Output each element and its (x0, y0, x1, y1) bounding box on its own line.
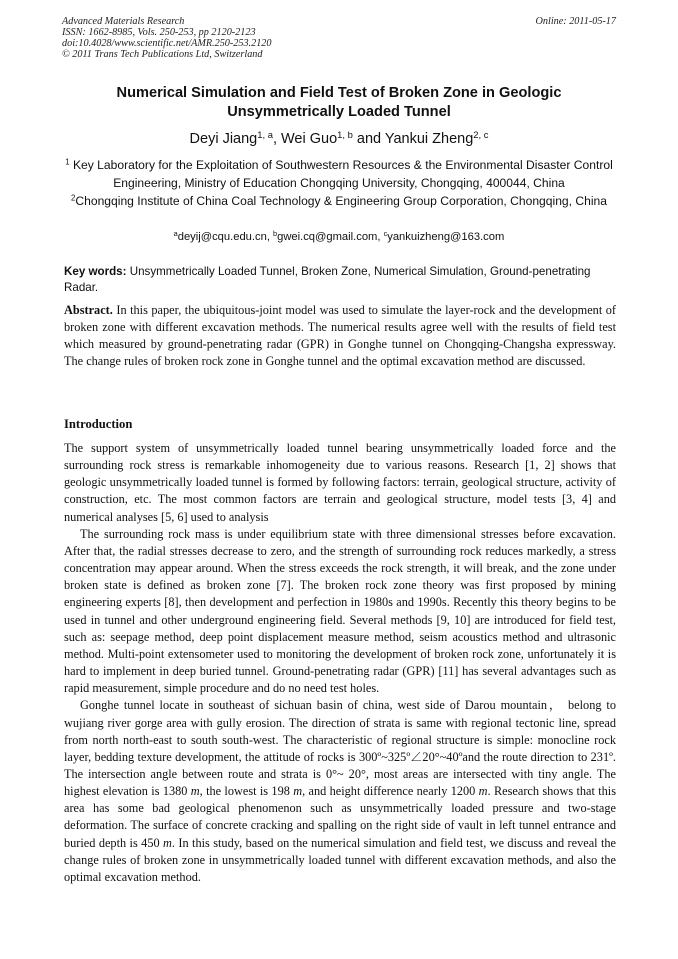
affiliation-sup: 1 (65, 157, 70, 167)
paragraph-2: The surrounding rock mass is under equilibrium state with three dimensional stresses before excavation. After that, the radial stresses decrease to zero, and the strength of surrounding rock reduces markedly, a stress concentration may appear around. When the stress exceeds the rock strength, it will break, and the zone under broken state is defined as broken zone [7]. The broken rock zone theory was first proposed by mining engineering experts [8], then development and perfection in 1980s and 1990s. Recently this theory begins to be used in tunnel and other underground engineering field. Several methods [9, 10] are introduced for field test, such as: seepage method, deep point displacement measure method, seism acoustics method and ultrasonic method. Multi-point extensometer used to monitoring the development of broken rock zone, unfortunately it is hard to implement in deep buried tunnel. Ground-penetrating radar (GPR) [11] has several advantages such as rapid measurement, simple procedure and do no need test holes. (64, 526, 616, 696)
email-list: $^a$deyij@cqu.edu.cn, $^b$gwei.cq@gmail.com, $^c$yankuizheng@163.com (173, 229, 505, 243)
author-sup: 2, c (473, 128, 489, 140)
journal-name: Advanced Materials Research (62, 16, 185, 27)
email-sup: b (273, 229, 278, 238)
unit-m: m (163, 835, 172, 850)
paragraph-3 (64, 697, 616, 886)
journal-header (62, 16, 616, 60)
unit-m: m (478, 784, 488, 799)
keywords-block (64, 264, 616, 296)
unit-m: m (190, 784, 200, 799)
title-line-1: Numerical Simulation and Field Test of Broken Zone in Geologic (116, 85, 562, 101)
email-link[interactable]: gwei.cq@gmail.com (277, 231, 378, 243)
author-list: Deyi Jiang$^{1, a}$, Wei Guo$^{1, b}$ and Yankui Zheng$^{2, c}$ (189, 128, 489, 147)
author-name: Deyi Jiang (189, 131, 258, 147)
section-heading-introduction: Introduction (64, 417, 133, 431)
email-sup: a (173, 229, 178, 238)
copyright-line: © 2011 Trans Tech Publications Ltd, Switzerland (62, 49, 263, 60)
paragraph-3-text: , and height difference nearly 1200 (302, 784, 479, 799)
online-date: Online: 2011-05-17 (535, 16, 616, 27)
unit-m: m (293, 784, 303, 799)
affiliation-1 (62, 156, 616, 192)
keywords-label: Key words: (64, 265, 127, 278)
affiliation-text: Chongqing Institute of China Coal Technology & Engineering Group Corporation, Chongqing, China (75, 194, 607, 208)
affiliation-sup: 2 (71, 193, 76, 203)
paper-title (62, 84, 616, 122)
email-link[interactable]: deyij@cqu.edu.cn (177, 231, 267, 243)
abstract-block (64, 302, 616, 370)
paragraph-3-text: . Research shows that this area has some bad geological phenomenon such as unsymmetrically loaded pressure and two-stage deformation. The surface of concrete cracking and spalling on the right side of vault in left tunnel entrance and buried depth is 450 (64, 784, 617, 850)
email-link[interactable]: yankuizheng@163.com (387, 231, 505, 243)
introduction-body (64, 440, 616, 886)
doi-line[interactable]: doi:10.4028/www.scientific.net/AMR.250-253.2120 (62, 38, 272, 49)
author-sup: 1, a (257, 128, 273, 140)
title-line-2: Unsymmetrically Loaded Tunnel (227, 104, 451, 120)
keywords-text: Unsymmetrically Loaded Tunnel, Broken Zone, Numerical Simulation, Ground-penetrating Radar. (64, 265, 591, 294)
email-sup: c (383, 229, 388, 238)
abstract-label: Abstract. (64, 303, 113, 317)
paragraph-1: The support system of unsymmetrically loaded tunnel bearing unsymmetrically loaded force and the surrounding rock stress is remarkable inhomogeneity due to various reasons. Research [1, 2] shows that geologic unsymmetrically loaded tunnel is formed by following factors: terrain, geological structure, activity of construction, etc. The most common factors are terrain and geological structure, model tests [3, 4] and numerical analyses [5, 6] used to analysis (64, 441, 616, 524)
abstract-text: In this paper, the ubiquitous-joint model was used to simulate the layer-rock and the development of broken zone with different excavation methods. The numerical results agree well with the results of field test which measured by ground-penetrating radar (GPR) in Gonghe tunnel on Chongqing-Changsha expressway. The change rules of broken rock zone in Gonghe tunnel and the optimal excavation method are discussed. (64, 303, 616, 368)
author-name: Wei Guo (281, 131, 338, 147)
affiliation-text: Key Laboratory for the Exploitation of Southwestern Resources & the Environmental Disaster Control Engineering, Ministry of Education Chongqing University, Chongqing, 400044, China (72, 158, 613, 190)
author-sup: 1, b (337, 128, 353, 140)
author-and: and (356, 131, 382, 147)
issn-line: ISSN: 1662-8985, Vols. 250-253, pp 2120-2123 (62, 27, 256, 38)
paragraph-3-text: . In this study, based on the numerical simulation and field test, we discuss and reveal the change rules of broken zone in unsymmetrically loaded tunnel with different excavation methods, and also the optimal excavation method. (64, 835, 616, 884)
paragraph-3-text: , the lowest is 198 (199, 784, 294, 799)
affiliation-2 (62, 192, 616, 210)
author-name: Yankui Zheng (384, 131, 474, 147)
paragraph-3-text: Gonghe tunnel locate in southeast of sichuan basin of china, west side of Darou mountain， belong to wujiang river gorge area with gully erosion. The direction of strata is same with regional tectonic line, spread from north north-east to south south-west. The characteristic of regional structure is simple: monocline rock layer, bedding texture development, the attitude of rocks is 300º~325º∠20°~40ºand the route direction to 231º. The intersection angle between route and strata is 0°~ 20°, most areas are intersected with tiny angle. The highest elevation is 1380 (64, 698, 616, 799)
